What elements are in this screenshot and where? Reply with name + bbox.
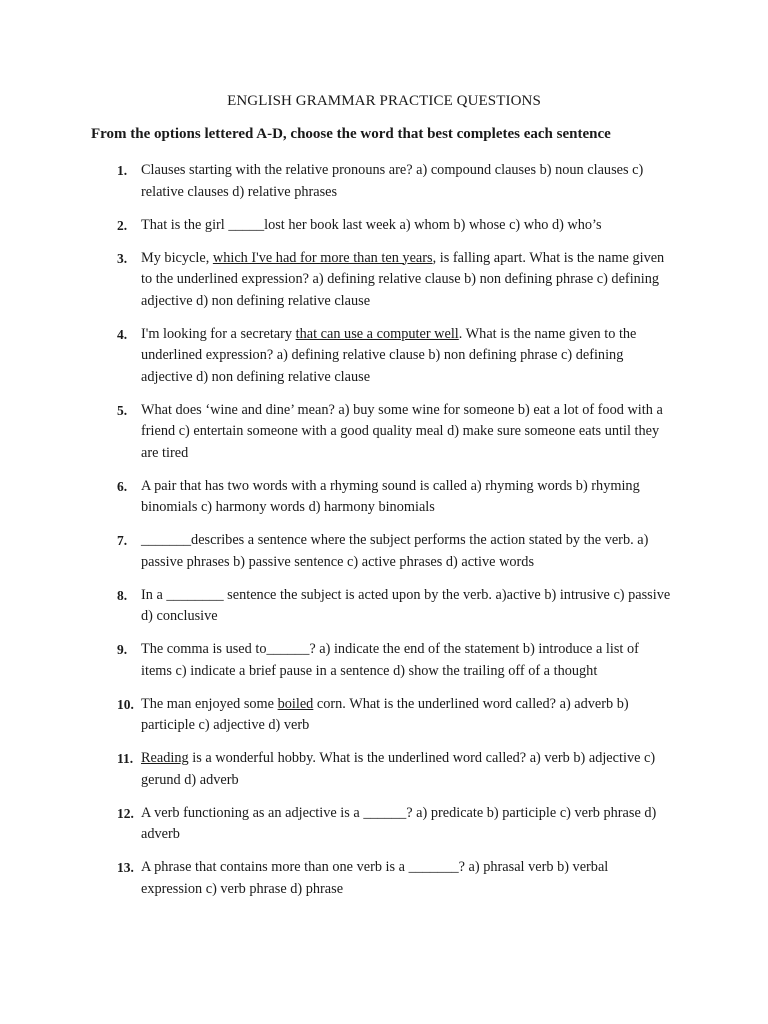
question-text: A phrase that contains more than one verb is a _______? a) phrasal verb b) verbal expression c) verb phrase d) phrase xyxy=(141,859,609,897)
page-title: ENGLISH GRAMMAR PRACTICE QUESTIONS xyxy=(227,93,541,109)
question-text: That is the girl _____lost her book last week a) whom b) whose c) who d) who’s xyxy=(141,216,602,233)
question-item xyxy=(0,748,768,791)
instructions: From the options lettered A-D, choose the word that best completes each sentence xyxy=(91,126,611,142)
underlined-word: Reading xyxy=(141,750,189,766)
question-text: In a ________ sentence the subject is acted upon by the verb. a)active b) intrusive c) passive d) conclusive xyxy=(141,586,671,624)
question-item xyxy=(0,324,768,389)
question-text-continued: is a wonderful hobby. What is the underlined word called? a) verb b) adjective c) gerund d) adverb xyxy=(141,750,656,788)
question-item xyxy=(0,160,768,203)
question-list xyxy=(0,160,768,912)
question-text-continued: , is falling apart. What is the name given to the underlined expression? a) defining relative clause b) non defining phrase c) defining adjective d) non defining relative clause xyxy=(141,249,665,309)
question-number: 3. xyxy=(117,250,128,266)
question-number: 11. xyxy=(117,751,134,766)
question-text: My bicycle, xyxy=(141,249,213,266)
question-number: 6. xyxy=(117,478,128,494)
question-text-continued: corn. What is the underlined word called? a) adverb b) participle c) adjective d) verb xyxy=(141,695,629,733)
question-text-continued: . What is the name given to the underlined expression? a) defining relative clause b) non defining phrase c) defining adjective d) non defining relative clause xyxy=(141,325,637,385)
question-item xyxy=(0,215,768,237)
question-number: 13. xyxy=(117,860,134,875)
question-text: The comma is used to______? a) indicate the end of the statement b) introduce a list of items c) indicate a brief pause in a sentence d) show the trailing off of a thought xyxy=(141,641,639,679)
question-text: Clauses starting with the relative pronouns are? a) compound clauses b) noun clauses c) relative clauses d) relative phrases xyxy=(141,162,644,200)
question-number: 2. xyxy=(117,217,128,233)
question-text: What does ‘wine and dine’ mean? a) buy some wine for someone b) eat a lot of food with a friend c) entertain someone with a good quality meal d) make sure someone eats until they are tired xyxy=(141,401,663,461)
question-text: _______describes a sentence where the subject performs the action stated by the verb. a) passive phrases b) passive sentence c) active phrases d) active words xyxy=(141,532,649,570)
question-item xyxy=(0,400,768,465)
underlined-word: boiled xyxy=(277,695,314,712)
question-item xyxy=(0,694,768,737)
question-number: 7. xyxy=(117,533,128,548)
question-item xyxy=(0,476,768,519)
question-text: A pair that has two words with a rhyming sound is called a) rhyming words b) rhyming binomials c) harmony words d) harmony binomials xyxy=(141,477,640,515)
question-item xyxy=(0,857,768,900)
question-number: 8. xyxy=(117,587,128,603)
question-number: 5. xyxy=(117,402,128,418)
question-number: 4. xyxy=(117,326,128,342)
question-item xyxy=(0,248,768,313)
underlined-expression: which I've had for more than ten years xyxy=(212,249,433,266)
question-text: I'm looking for a secretary xyxy=(141,325,296,342)
question-number: 9. xyxy=(117,642,128,657)
question-item xyxy=(0,803,768,846)
question-number: 1. xyxy=(117,163,128,178)
question-number: 12. xyxy=(117,805,134,821)
question-item xyxy=(0,585,768,628)
question-number: 10. xyxy=(117,696,134,712)
question-text: A verb functioning as an adjective is a ______? a) predicate b) participle c) verb phrase d) adverb xyxy=(141,804,657,842)
question-item xyxy=(0,639,768,682)
question-text: The man enjoyed some xyxy=(141,695,278,712)
underlined-expression: that can use a computer well xyxy=(295,325,459,342)
question-item xyxy=(0,530,768,573)
